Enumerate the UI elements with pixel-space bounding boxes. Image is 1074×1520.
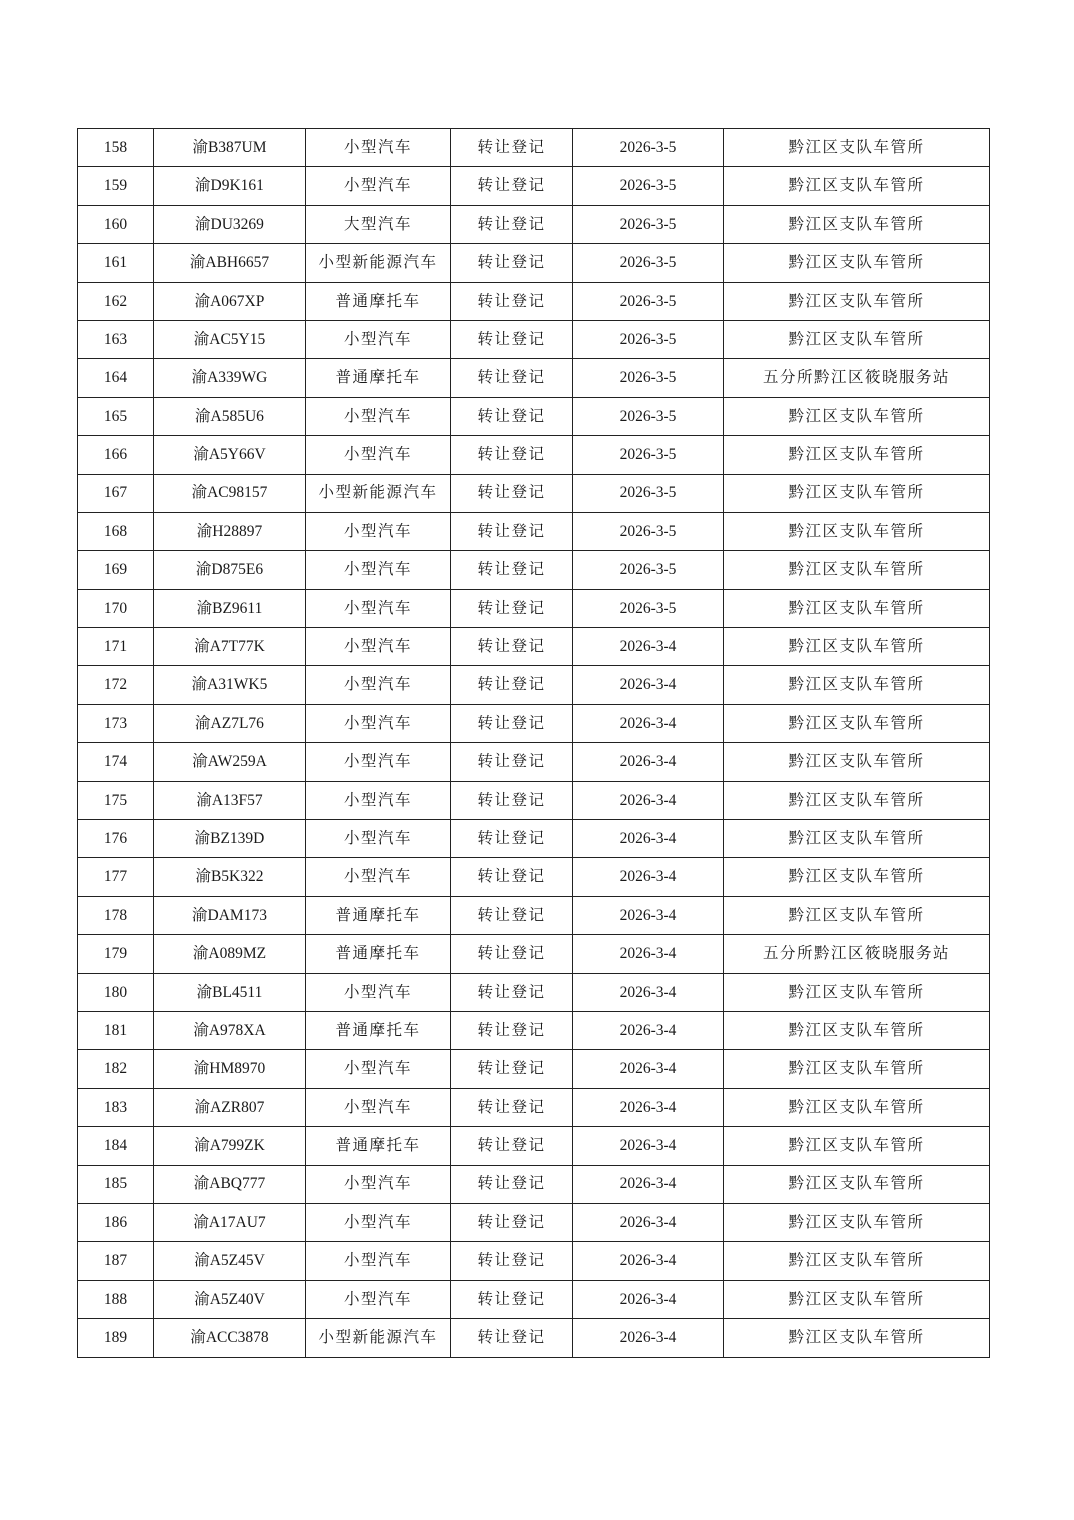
plate-number-cell: 渝DAM173: [154, 896, 306, 934]
date-cell: 2026-3-5: [573, 551, 724, 589]
office-cell: 黔江区支队车管所: [724, 781, 990, 819]
plate-number-cell: 渝BZ139D: [154, 820, 306, 858]
office-cell: 黔江区支队车管所: [724, 1242, 990, 1280]
date-cell: 2026-3-5: [573, 282, 724, 320]
plate-number-cell: 渝AZR807: [154, 1088, 306, 1126]
office-cell: 黔江区支队车管所: [724, 820, 990, 858]
office-cell: 黔江区支队车管所: [724, 551, 990, 589]
table-row: [78, 589, 990, 627]
vehicle-type-cell: 小型汽车: [306, 129, 451, 167]
business-type-cell: 转让登记: [451, 282, 573, 320]
office-cell: 黔江区支队车管所: [724, 1127, 990, 1165]
row-number-cell: 180: [78, 973, 154, 1011]
vehicle-type-cell: 普通摩托车: [306, 896, 451, 934]
row-number-cell: 167: [78, 474, 154, 512]
row-number-cell: 170: [78, 589, 154, 627]
office-cell: 黔江区支队车管所: [724, 589, 990, 627]
row-number-cell: 172: [78, 666, 154, 704]
date-cell: 2026-3-4: [573, 935, 724, 973]
vehicle-type-cell: 小型汽车: [306, 1242, 451, 1280]
vehicle-type-cell: 小型汽车: [306, 973, 451, 1011]
date-cell: 2026-3-5: [573, 589, 724, 627]
date-cell: 2026-3-4: [573, 1127, 724, 1165]
business-type-cell: 转让登记: [451, 244, 573, 282]
vehicle-type-cell: 普通摩托车: [306, 935, 451, 973]
plate-number-cell: 渝H28897: [154, 512, 306, 550]
table-row: [78, 973, 990, 1011]
table-row: [78, 359, 990, 397]
plate-number-cell: 渝AC5Y15: [154, 320, 306, 358]
plate-number-cell: 渝A5Z45V: [154, 1242, 306, 1280]
business-type-cell: 转让登记: [451, 1242, 573, 1280]
date-cell: 2026-3-5: [573, 474, 724, 512]
row-number-cell: 189: [78, 1319, 154, 1357]
office-cell: 黔江区支队车管所: [724, 666, 990, 704]
office-cell: 黔江区支队车管所: [724, 858, 990, 896]
date-cell: 2026-3-4: [573, 666, 724, 704]
vehicle-type-cell: 小型汽车: [306, 397, 451, 435]
plate-number-cell: 渝A089MZ: [154, 935, 306, 973]
plate-number-cell: 渝A7T77K: [154, 628, 306, 666]
business-type-cell: 转让登记: [451, 743, 573, 781]
date-cell: 2026-3-4: [573, 781, 724, 819]
business-type-cell: 转让登记: [451, 1088, 573, 1126]
office-cell: 五分所黔江区筱晓服务站: [724, 359, 990, 397]
table-row: [78, 666, 990, 704]
row-number-cell: 164: [78, 359, 154, 397]
table-row: [78, 1127, 990, 1165]
table-row: [78, 1088, 990, 1126]
office-cell: 黔江区支队车管所: [724, 1203, 990, 1241]
office-cell: 黔江区支队车管所: [724, 167, 990, 205]
vehicle-type-cell: 小型汽车: [306, 820, 451, 858]
row-number-cell: 185: [78, 1165, 154, 1203]
row-number-cell: 165: [78, 397, 154, 435]
business-type-cell: 转让登记: [451, 436, 573, 474]
date-cell: 2026-3-5: [573, 512, 724, 550]
business-type-cell: 转让登记: [451, 167, 573, 205]
vehicle-type-cell: 小型汽车: [306, 1165, 451, 1203]
row-number-cell: 175: [78, 781, 154, 819]
row-number-cell: 179: [78, 935, 154, 973]
registration-table: [77, 128, 990, 1358]
plate-number-cell: 渝A5Z40V: [154, 1280, 306, 1318]
table-row: [78, 628, 990, 666]
date-cell: 2026-3-4: [573, 628, 724, 666]
row-number-cell: 176: [78, 820, 154, 858]
table-body: [78, 129, 990, 1358]
row-number-cell: 177: [78, 858, 154, 896]
business-type-cell: 转让登记: [451, 1050, 573, 1088]
table-row: [78, 474, 990, 512]
office-cell: 黔江区支队车管所: [724, 973, 990, 1011]
vehicle-type-cell: 小型新能源汽车: [306, 1319, 451, 1357]
date-cell: 2026-3-4: [573, 743, 724, 781]
vehicle-type-cell: 普通摩托车: [306, 282, 451, 320]
plate-number-cell: 渝A13F57: [154, 781, 306, 819]
table-row: [78, 282, 990, 320]
date-cell: 2026-3-4: [573, 1242, 724, 1280]
date-cell: 2026-3-5: [573, 436, 724, 474]
plate-number-cell: 渝ACC3878: [154, 1319, 306, 1357]
business-type-cell: 转让登记: [451, 1203, 573, 1241]
office-cell: 黔江区支队车管所: [724, 743, 990, 781]
office-cell: 黔江区支队车管所: [724, 1319, 990, 1357]
plate-number-cell: 渝BL4511: [154, 973, 306, 1011]
row-number-cell: 184: [78, 1127, 154, 1165]
plate-number-cell: 渝BZ9611: [154, 589, 306, 627]
row-number-cell: 182: [78, 1050, 154, 1088]
plate-number-cell: 渝A31WK5: [154, 666, 306, 704]
row-number-cell: 186: [78, 1203, 154, 1241]
date-cell: 2026-3-5: [573, 129, 724, 167]
table-row: [78, 436, 990, 474]
table-row: [78, 1165, 990, 1203]
business-type-cell: 转让登记: [451, 781, 573, 819]
row-number-cell: 178: [78, 896, 154, 934]
vehicle-type-cell: 小型汽车: [306, 743, 451, 781]
row-number-cell: 159: [78, 167, 154, 205]
table-row: [78, 781, 990, 819]
date-cell: 2026-3-4: [573, 704, 724, 742]
vehicle-type-cell: 小型汽车: [306, 628, 451, 666]
row-number-cell: 158: [78, 129, 154, 167]
table-row: [78, 1280, 990, 1318]
table-row: [78, 512, 990, 550]
office-cell: 黔江区支队车管所: [724, 129, 990, 167]
business-type-cell: 转让登记: [451, 858, 573, 896]
table-row: [78, 1242, 990, 1280]
business-type-cell: 转让登记: [451, 320, 573, 358]
vehicle-type-cell: 小型汽车: [306, 167, 451, 205]
business-type-cell: 转让登记: [451, 666, 573, 704]
table-row: [78, 320, 990, 358]
date-cell: 2026-3-5: [573, 397, 724, 435]
office-cell: 黔江区支队车管所: [724, 896, 990, 934]
vehicle-type-cell: 小型汽车: [306, 666, 451, 704]
business-type-cell: 转让登记: [451, 1319, 573, 1357]
vehicle-type-cell: 小型汽车: [306, 1088, 451, 1126]
plate-number-cell: 渝ABQ777: [154, 1165, 306, 1203]
vehicle-type-cell: 普通摩托车: [306, 1011, 451, 1049]
business-type-cell: 转让登记: [451, 512, 573, 550]
business-type-cell: 转让登记: [451, 896, 573, 934]
vehicle-type-cell: 小型汽车: [306, 551, 451, 589]
date-cell: 2026-3-5: [573, 167, 724, 205]
row-number-cell: 162: [78, 282, 154, 320]
vehicle-type-cell: 小型汽车: [306, 436, 451, 474]
row-number-cell: 183: [78, 1088, 154, 1126]
plate-number-cell: 渝ABH6657: [154, 244, 306, 282]
table-row: [78, 896, 990, 934]
vehicle-type-cell: 大型汽车: [306, 205, 451, 243]
office-cell: 五分所黔江区筱晓服务站: [724, 935, 990, 973]
date-cell: 2026-3-4: [573, 1050, 724, 1088]
row-number-cell: 173: [78, 704, 154, 742]
row-number-cell: 187: [78, 1242, 154, 1280]
business-type-cell: 转让登记: [451, 359, 573, 397]
table-row: [78, 551, 990, 589]
plate-number-cell: 渝D9K161: [154, 167, 306, 205]
business-type-cell: 转让登记: [451, 397, 573, 435]
table-row: [78, 167, 990, 205]
office-cell: 黔江区支队车管所: [724, 282, 990, 320]
business-type-cell: 转让登记: [451, 551, 573, 589]
business-type-cell: 转让登记: [451, 935, 573, 973]
office-cell: 黔江区支队车管所: [724, 1011, 990, 1049]
business-type-cell: 转让登记: [451, 474, 573, 512]
table-row: [78, 1319, 990, 1357]
row-number-cell: 174: [78, 743, 154, 781]
office-cell: 黔江区支队车管所: [724, 1088, 990, 1126]
plate-number-cell: 渝A799ZK: [154, 1127, 306, 1165]
business-type-cell: 转让登记: [451, 1165, 573, 1203]
table-row: [78, 129, 990, 167]
office-cell: 黔江区支队车管所: [724, 512, 990, 550]
office-cell: 黔江区支队车管所: [724, 205, 990, 243]
table-row: [78, 205, 990, 243]
business-type-cell: 转让登记: [451, 704, 573, 742]
vehicle-type-cell: 小型汽车: [306, 1280, 451, 1318]
date-cell: 2026-3-5: [573, 320, 724, 358]
table-row: [78, 858, 990, 896]
plate-number-cell: 渝A5Y66V: [154, 436, 306, 474]
date-cell: 2026-3-4: [573, 1011, 724, 1049]
office-cell: 黔江区支队车管所: [724, 474, 990, 512]
date-cell: 2026-3-5: [573, 244, 724, 282]
plate-number-cell: 渝AW259A: [154, 743, 306, 781]
office-cell: 黔江区支队车管所: [724, 397, 990, 435]
vehicle-type-cell: 普通摩托车: [306, 359, 451, 397]
date-cell: 2026-3-4: [573, 896, 724, 934]
date-cell: 2026-3-4: [573, 1319, 724, 1357]
vehicle-type-cell: 小型汽车: [306, 589, 451, 627]
row-number-cell: 166: [78, 436, 154, 474]
office-cell: 黔江区支队车管所: [724, 436, 990, 474]
vehicle-type-cell: 小型新能源汽车: [306, 474, 451, 512]
vehicle-type-cell: 小型汽车: [306, 704, 451, 742]
row-number-cell: 188: [78, 1280, 154, 1318]
date-cell: 2026-3-4: [573, 1203, 724, 1241]
date-cell: 2026-3-4: [573, 973, 724, 1011]
plate-number-cell: 渝A978XA: [154, 1011, 306, 1049]
vehicle-type-cell: 小型汽车: [306, 781, 451, 819]
office-cell: 黔江区支队车管所: [724, 704, 990, 742]
table-row: [78, 1050, 990, 1088]
office-cell: 黔江区支队车管所: [724, 1165, 990, 1203]
office-cell: 黔江区支队车管所: [724, 244, 990, 282]
vehicle-type-cell: 小型汽车: [306, 1050, 451, 1088]
table-row: [78, 397, 990, 435]
vehicle-type-cell: 小型新能源汽车: [306, 244, 451, 282]
table-row: [78, 820, 990, 858]
date-cell: 2026-3-4: [573, 858, 724, 896]
date-cell: 2026-3-5: [573, 359, 724, 397]
plate-number-cell: 渝A067XP: [154, 282, 306, 320]
row-number-cell: 169: [78, 551, 154, 589]
table-row: [78, 1011, 990, 1049]
row-number-cell: 163: [78, 320, 154, 358]
office-cell: 黔江区支队车管所: [724, 1050, 990, 1088]
date-cell: 2026-3-4: [573, 1165, 724, 1203]
date-cell: 2026-3-4: [573, 1280, 724, 1318]
plate-number-cell: 渝A339WG: [154, 359, 306, 397]
business-type-cell: 转让登记: [451, 205, 573, 243]
table-row: [78, 1203, 990, 1241]
plate-number-cell: 渝B387UM: [154, 129, 306, 167]
plate-number-cell: 渝DU3269: [154, 205, 306, 243]
vehicle-type-cell: 小型汽车: [306, 1203, 451, 1241]
business-type-cell: 转让登记: [451, 1011, 573, 1049]
row-number-cell: 161: [78, 244, 154, 282]
plate-number-cell: 渝B5K322: [154, 858, 306, 896]
business-type-cell: 转让登记: [451, 1280, 573, 1318]
table-row: [78, 935, 990, 973]
plate-number-cell: 渝AC98157: [154, 474, 306, 512]
office-cell: 黔江区支队车管所: [724, 628, 990, 666]
business-type-cell: 转让登记: [451, 129, 573, 167]
vehicle-type-cell: 小型汽车: [306, 858, 451, 896]
business-type-cell: 转让登记: [451, 1127, 573, 1165]
row-number-cell: 168: [78, 512, 154, 550]
date-cell: 2026-3-4: [573, 820, 724, 858]
business-type-cell: 转让登记: [451, 589, 573, 627]
plate-number-cell: 渝A585U6: [154, 397, 306, 435]
row-number-cell: 181: [78, 1011, 154, 1049]
plate-number-cell: 渝AZ7L76: [154, 704, 306, 742]
office-cell: 黔江区支队车管所: [724, 1280, 990, 1318]
office-cell: 黔江区支队车管所: [724, 320, 990, 358]
date-cell: 2026-3-4: [573, 1088, 724, 1126]
vehicle-type-cell: 小型汽车: [306, 320, 451, 358]
table-row: [78, 704, 990, 742]
plate-number-cell: 渝HM8970: [154, 1050, 306, 1088]
table-row: [78, 743, 990, 781]
table-row: [78, 244, 990, 282]
plate-number-cell: 渝D875E6: [154, 551, 306, 589]
vehicle-type-cell: 普通摩托车: [306, 1127, 451, 1165]
plate-number-cell: 渝A17AU7: [154, 1203, 306, 1241]
row-number-cell: 171: [78, 628, 154, 666]
date-cell: 2026-3-5: [573, 205, 724, 243]
vehicle-type-cell: 小型汽车: [306, 512, 451, 550]
business-type-cell: 转让登记: [451, 820, 573, 858]
row-number-cell: 160: [78, 205, 154, 243]
business-type-cell: 转让登记: [451, 628, 573, 666]
business-type-cell: 转让登记: [451, 973, 573, 1011]
